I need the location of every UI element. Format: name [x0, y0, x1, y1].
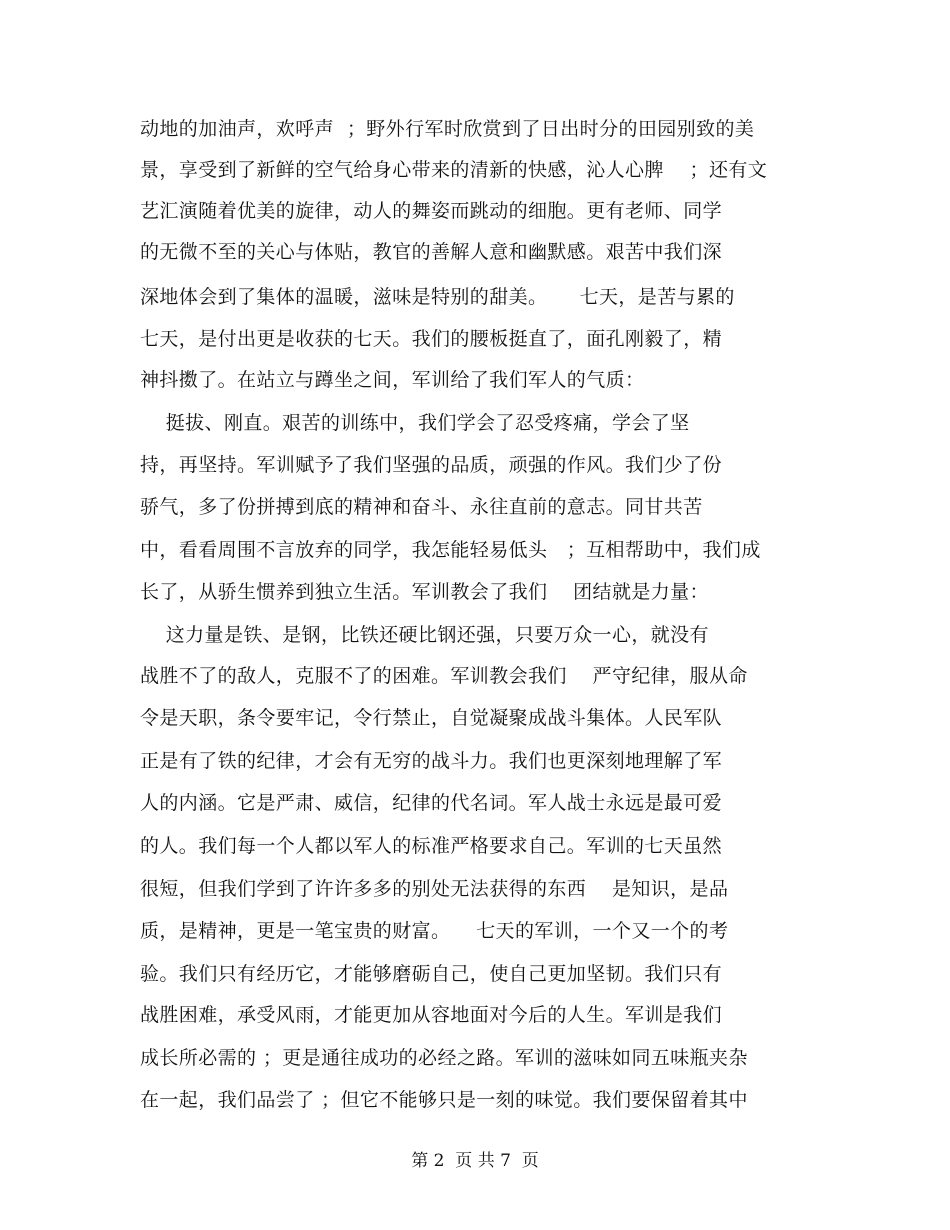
- text-line: 战胜困难，承受风雨，才能更加从容地面对今后的人生。军训是我们: [140, 1004, 723, 1026]
- text-line: 这力量是铁、是钢，比铁还硬比钢还强，只要万众一心，就没有: [140, 624, 709, 646]
- text-line: 神抖擞了。在站立与蹲坐之间，军训给了我们军人的气质：: [140, 369, 645, 391]
- text-line: 质，是精神，更是一笔宝贵的财富。 七天的军训，一个又一个的考: [140, 920, 729, 942]
- text-line: 很短，但我们学到了许许多多的别处无法获得的东西 是知识，是品: [140, 878, 729, 900]
- text-line: 景，享受到了新鲜的空气给身心带来的清新的快感，沁人心脾 ；还有文: [140, 159, 768, 181]
- text-line: 正是有了铁的纪律，才会有无穷的战斗力。我们也更深刻地理解了军: [140, 750, 723, 772]
- text-line: 的无微不至的关心与体贴，教官的善解人意和幽默感。艰苦中我们深: [140, 241, 723, 263]
- text-line: 验。我们只有经历它，才能够磨砺自己，使自己更加坚韧。我们只有: [140, 963, 723, 985]
- page-number-footer: 第 2 页 共 7 页: [411, 1151, 539, 1171]
- text-line: 人的内涵。它是严肃、威信，纪律的代名词。军人战士永远是最可爱: [140, 792, 723, 814]
- text-line: 在一起，我们品尝了 ；但它不能够只是一刻的味觉。我们要保留着其中: [140, 1089, 748, 1111]
- text-line: 中，看看周围不言放弃的同学，我怎能轻易低头 ；互相帮助中，我们成: [140, 539, 761, 561]
- text-line: 令是天职，条令要牢记，令行禁止，自觉凝聚成战斗集体。人民军队: [140, 707, 723, 729]
- text-line: 的人。我们每一个人都以军人的标准严格要求自己。军训的七天虽然: [140, 835, 723, 857]
- text-line: 持，再坚持。军训赋予了我们坚强的品质，顽强的作风。我们少了份: [140, 454, 723, 476]
- text-line: 长了，从骄生惯养到独立生活。军训教会了我们 团结就是力量：: [140, 581, 709, 603]
- text-line: 动地的加油声，欢呼声 ；野外行军时欣赏到了日出时分的田园别致的美: [140, 118, 755, 140]
- text-line: 战胜不了的敌人，克服不了的困难。军训教会我们 严守纪律，服从命: [140, 665, 748, 687]
- text-line: 七天，是付出更是收获的七天。我们的腰板挺直了，面孔刚毅了，精: [140, 328, 723, 350]
- text-line: 深地体会到了集体的温暖，滋味是特别的甜美。 七天，是苦与累的: [140, 286, 735, 308]
- text-line: 成长所必需的 ；更是通往成功的必经之路。军训的滋味如同五味瓶夹杂: [140, 1047, 748, 1069]
- text-line: 挺拔、刚直。艰苦的训练中，我们学会了忍受疼痛，学会了坚: [140, 412, 690, 434]
- text-line: 骄气，多了份拼搏到底的精神和奋斗、永往直前的意志。同甘共苦: [140, 496, 703, 518]
- text-line: 艺汇演随着优美的旋律，动人的舞姿而跳动的细胞。更有老师、同学: [140, 200, 723, 222]
